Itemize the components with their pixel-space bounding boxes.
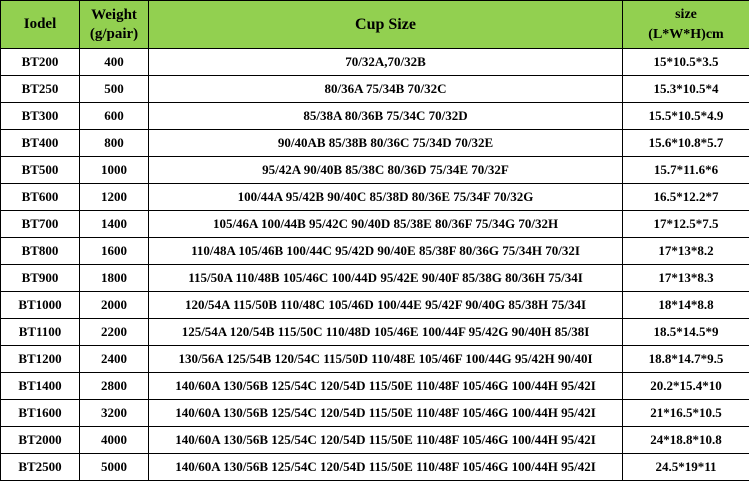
cell-weight: 2400 (80, 346, 149, 373)
cell-cup-size: 140/60A 130/56B 125/54C 120/54D 115/50E 110/48F 105/46G 100/44H 95/42I (149, 454, 623, 481)
table-row (1, 373, 749, 400)
cell-cup-size: 100/44A 95/42B 90/40C 85/38D 80/36E 75/34F 70/32G (149, 184, 623, 211)
header-size-line2: (L*W*H)cm (648, 26, 724, 42)
cell-weight: 1200 (80, 184, 149, 211)
cell-model: BT1100 (1, 319, 80, 346)
cell-model: BT1600 (1, 400, 80, 427)
cell-size: 17*12.5*7.5 (623, 211, 749, 238)
cell-model: BT800 (1, 238, 80, 265)
cell-size: 17*13*8.3 (623, 265, 749, 292)
table-row (1, 76, 749, 103)
cell-weight: 600 (80, 103, 149, 130)
cell-size: 15*10.5*3.5 (623, 49, 749, 76)
cell-weight: 2200 (80, 319, 149, 346)
header-cup-label: Cup Size (355, 15, 416, 33)
cell-model: BT900 (1, 265, 80, 292)
header-weight (80, 1, 149, 49)
table-row (1, 103, 749, 130)
header-size (623, 1, 749, 49)
cell-model: BT2000 (1, 427, 80, 454)
cell-size: 15.6*10.8*5.7 (623, 130, 749, 157)
header-weight-line1: Weight (91, 6, 137, 23)
cell-cup-size: 90/40AB 85/38B 80/36C 75/34D 70/32E (149, 130, 623, 157)
cell-model: BT1400 (1, 373, 80, 400)
cell-cup-size: 120/54A 115/50B 110/48C 105/46D 100/44E 95/42F 90/40G 85/38H 75/34I (149, 292, 623, 319)
table-body (1, 49, 749, 481)
header-cup-size (149, 1, 623, 49)
table-row (1, 211, 749, 238)
cell-weight: 1400 (80, 211, 149, 238)
table-row (1, 454, 749, 481)
cell-size: 18.8*14.7*9.5 (623, 346, 749, 373)
cell-size: 20.2*15.4*10 (623, 373, 749, 400)
table-header (1, 1, 749, 49)
cell-size: 15.3*10.5*4 (623, 76, 749, 103)
cell-model: BT600 (1, 184, 80, 211)
table-row (1, 49, 749, 76)
cell-size: 24.5*19*11 (623, 454, 749, 481)
table-row (1, 130, 749, 157)
cell-cup-size: 140/60A 130/56B 125/54C 120/54D 115/50E 110/48F 105/46G 100/44H 95/42I (149, 427, 623, 454)
cell-weight: 5000 (80, 454, 149, 481)
cell-cup-size: 140/60A 130/56B 125/54C 120/54D 115/50E 110/48F 105/46G 100/44H 95/42I (149, 373, 623, 400)
cell-cup-size: 70/32A,70/32B (149, 49, 623, 76)
cell-weight: 1800 (80, 265, 149, 292)
cell-cup-size: 95/42A 90/40B 85/38C 80/36D 75/34E 70/32F (149, 157, 623, 184)
cell-model: BT400 (1, 130, 80, 157)
table-row (1, 184, 749, 211)
table-row (1, 346, 749, 373)
cell-weight: 1600 (80, 238, 149, 265)
header-model (1, 1, 80, 49)
cell-cup-size: 130/56A 125/54B 120/54C 115/50D 110/48E 105/46F 100/44G 95/42H 90/40I (149, 346, 623, 373)
cell-size: 21*16.5*10.5 (623, 400, 749, 427)
header-model-label: Iodel (23, 16, 57, 32)
cell-model: BT300 (1, 103, 80, 130)
cell-weight: 2000 (80, 292, 149, 319)
cell-model: BT700 (1, 211, 80, 238)
table-row (1, 292, 749, 319)
cell-weight: 1000 (80, 157, 149, 184)
cell-size: 18*14*8.8 (623, 292, 749, 319)
cell-size: 15.7*11.6*6 (623, 157, 749, 184)
cell-cup-size: 105/46A 100/44B 95/42C 90/40D 85/38E 80/36F 75/34G 70/32H (149, 211, 623, 238)
header-row (1, 1, 749, 49)
table-row (1, 400, 749, 427)
cell-model: BT500 (1, 157, 80, 184)
cell-cup-size: 110/48A 105/46B 100/44C 95/42D 90/40E 85/38F 80/36G 75/34H 70/32I (149, 238, 623, 265)
header-weight-line2: (g/pair) (89, 25, 139, 42)
table-row (1, 427, 749, 454)
cell-weight: 3200 (80, 400, 149, 427)
cell-weight: 400 (80, 49, 149, 76)
cell-model: BT1200 (1, 346, 80, 373)
cell-model: BT250 (1, 76, 80, 103)
cell-weight: 500 (80, 76, 149, 103)
table-row (1, 157, 749, 184)
cell-size: 16.5*12.2*7 (623, 184, 749, 211)
cell-weight: 2800 (80, 373, 149, 400)
cell-size: 24*18.8*10.8 (623, 427, 749, 454)
cell-cup-size: 80/36A 75/34B 70/32C (149, 76, 623, 103)
cell-cup-size: 140/60A 130/56B 125/54C 120/54D 115/50E 110/48F 105/46G 100/44H 95/42I (149, 400, 623, 427)
cell-cup-size: 85/38A 80/36B 75/34C 70/32D (149, 103, 623, 130)
cell-cup-size: 115/50A 110/48B 105/46C 100/44D 95/42E 90/40F 85/38G 80/36H 75/34I (149, 265, 623, 292)
cell-cup-size: 125/54A 120/54B 115/50C 110/48D 105/46E 100/44F 95/42G 90/40H 85/38I (149, 319, 623, 346)
cell-model: BT200 (1, 49, 80, 76)
table-row (1, 319, 749, 346)
cell-weight: 4000 (80, 427, 149, 454)
cell-weight: 800 (80, 130, 149, 157)
cell-size: 17*13*8.2 (623, 238, 749, 265)
cell-model: BT1000 (1, 292, 80, 319)
table-row (1, 265, 749, 292)
cell-size: 18.5*14.5*9 (623, 319, 749, 346)
table-row (1, 238, 749, 265)
cell-model: BT2500 (1, 454, 80, 481)
header-size-line1: size (675, 6, 697, 22)
cell-size: 15.5*10.5*4.9 (623, 103, 749, 130)
